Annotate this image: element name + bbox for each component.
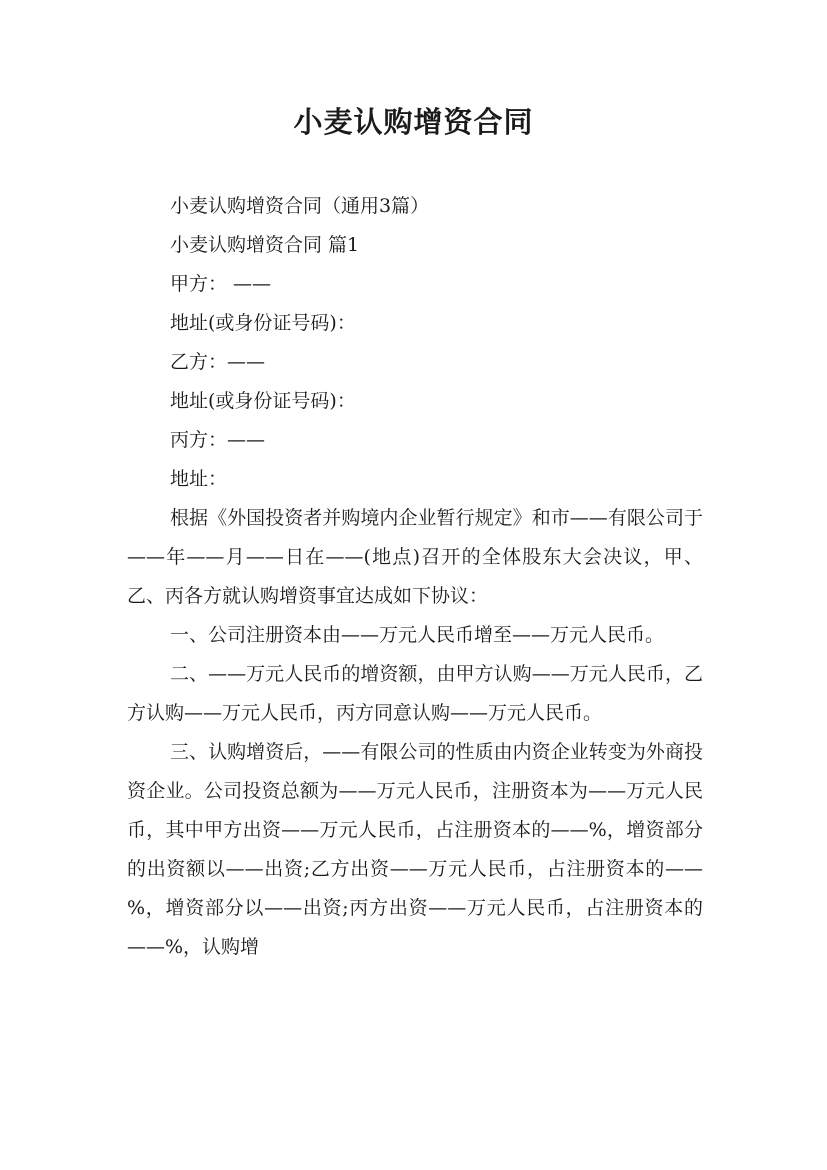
party-b-line: 乙方：—— — [170, 351, 266, 373]
clause-1-paragraph: 一、公司注册资本由——万元人民币增至——万元人民币。 — [170, 624, 665, 646]
party-b-address-line: 地址(或身份证号码)： — [170, 390, 356, 412]
clause-3-paragraph: 三、认购增资后，——有限公司的性质由内资企业转变为外商投资企业。公司投资总额为——万元人民币，注册资本为——万元人民币，其中甲方出资——万元人民币，占注册资本的——%，增资部分的出资额以——出资;乙方出资——万元人民币，占注册资本的——%，增资部分以——出资;丙方出资——万元人民币，占注册资本的——%，认购增 — [127, 741, 703, 958]
subtitle-line: 小麦认购增资合同（通用3篇） — [170, 195, 430, 217]
clause-2-paragraph: 二、——万元人民币的增资额，由甲方认购——万元人民币，乙方认购——万元人民币，丙方同意认购——万元人民币。 — [127, 663, 703, 724]
party-a-line: 甲方： —— — [170, 273, 272, 295]
document-body — [127, 187, 703, 967]
preamble-paragraph: 根据《外国投资者并购境内企业暂行规定》和市——有限公司于——年——月——日在——(地点)召开的全体股东大会决议，甲、乙、丙各方就认购增资事宜达成如下协议： — [127, 507, 703, 607]
document-title: 小麦认购增资合同 — [293, 105, 534, 139]
section-heading: 小麦认购增资合同 篇1 — [170, 234, 360, 256]
party-a-address-line: 地址(或身份证号码)： — [170, 312, 356, 334]
party-c-address-line: 地址： — [170, 468, 228, 490]
party-c-line: 丙方：—— — [170, 429, 266, 451]
